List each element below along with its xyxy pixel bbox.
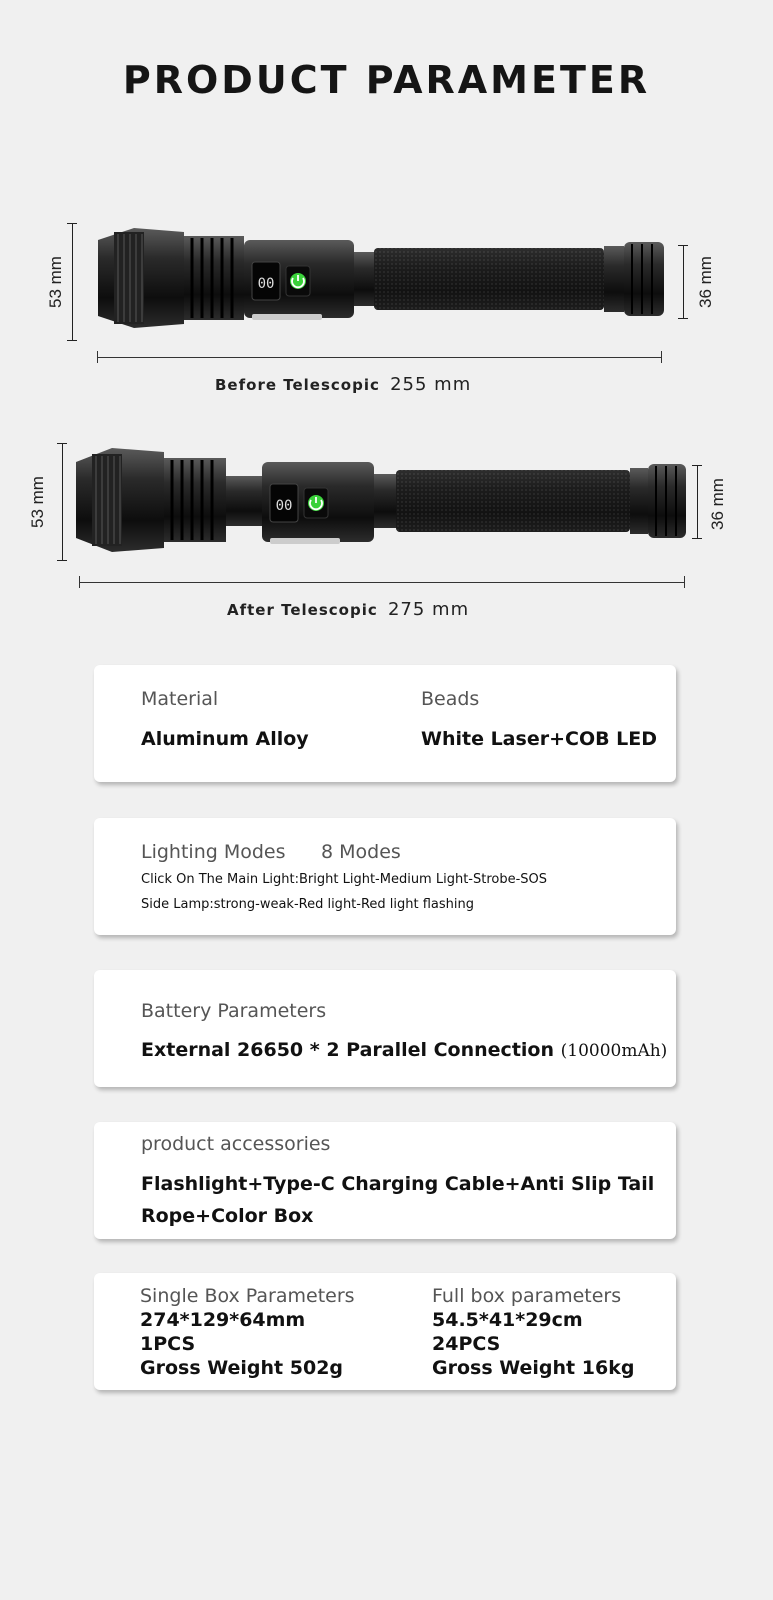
single-box-size: 274*129*64mm bbox=[140, 1309, 306, 1331]
accessories-line-1: Flashlight+Type-C Charging Cable+Anti Slip Tail bbox=[141, 1173, 655, 1195]
tail-diameter-label-2: 36 mm bbox=[707, 478, 727, 530]
battery-capacity: (10000mAh) bbox=[560, 1041, 668, 1061]
tail-diameter-label: 36 mm bbox=[695, 256, 715, 308]
flashlight-before-image bbox=[94, 218, 669, 338]
side-lamp-modes: Side Lamp:strong-weak-Red light-Red light flashing bbox=[141, 897, 475, 912]
beads-label: Beads bbox=[421, 688, 480, 710]
battery-connection: External 26650 * 2 Parallel Connection bbox=[141, 1039, 554, 1061]
material-value: Aluminum Alloy bbox=[141, 728, 309, 750]
lighting-card bbox=[94, 818, 676, 935]
before-telescopic-text: Before Telescopic bbox=[215, 376, 380, 394]
after-telescopic-text: After Telescopic bbox=[227, 601, 378, 619]
accessories-card bbox=[94, 1122, 676, 1239]
main-light-modes: Click On The Main Light:Bright Light-Medium Light-Strobe-SOS bbox=[141, 872, 548, 887]
page-title: PRODUCT PARAMETER bbox=[122, 58, 651, 102]
before-telescopic-value: 255 mm bbox=[390, 374, 472, 395]
full-box-size: 54.5*41*29cm bbox=[432, 1309, 583, 1331]
full-box-qty: 24PCS bbox=[432, 1333, 501, 1355]
full-box-label: Full box parameters bbox=[432, 1285, 622, 1307]
after-length-label bbox=[227, 599, 469, 620]
svg-text:00: 00 bbox=[257, 276, 275, 292]
single-box-label: Single Box Parameters bbox=[140, 1285, 355, 1307]
head-diameter-label-2: 53 mm bbox=[27, 476, 47, 528]
single-box-qty: 1PCS bbox=[140, 1333, 196, 1355]
head-diameter-label: 53 mm bbox=[45, 256, 65, 308]
battery-value bbox=[141, 1039, 667, 1061]
lighting-label: Lighting Modes bbox=[141, 841, 286, 863]
accessories-line-2: Rope+Color Box bbox=[141, 1205, 314, 1227]
before-length-label bbox=[215, 374, 471, 395]
battery-label: Battery Parameters bbox=[141, 1000, 327, 1022]
beads-value: White Laser+COB LED bbox=[421, 728, 658, 750]
material-card bbox=[94, 665, 676, 782]
flashlight-after-image bbox=[72, 440, 692, 560]
accessories-label: product accessories bbox=[141, 1133, 331, 1155]
after-telescopic-value: 275 mm bbox=[387, 599, 470, 620]
lighting-modes-count: 8 Modes bbox=[321, 841, 401, 863]
box-parameters-card bbox=[94, 1273, 676, 1390]
battery-card bbox=[94, 970, 676, 1087]
full-box-weight: Gross Weight 16kg bbox=[432, 1357, 635, 1379]
single-box-weight: Gross Weight 502g bbox=[140, 1357, 344, 1379]
material-label: Material bbox=[141, 688, 219, 710]
svg-text:00: 00 bbox=[275, 498, 293, 514]
